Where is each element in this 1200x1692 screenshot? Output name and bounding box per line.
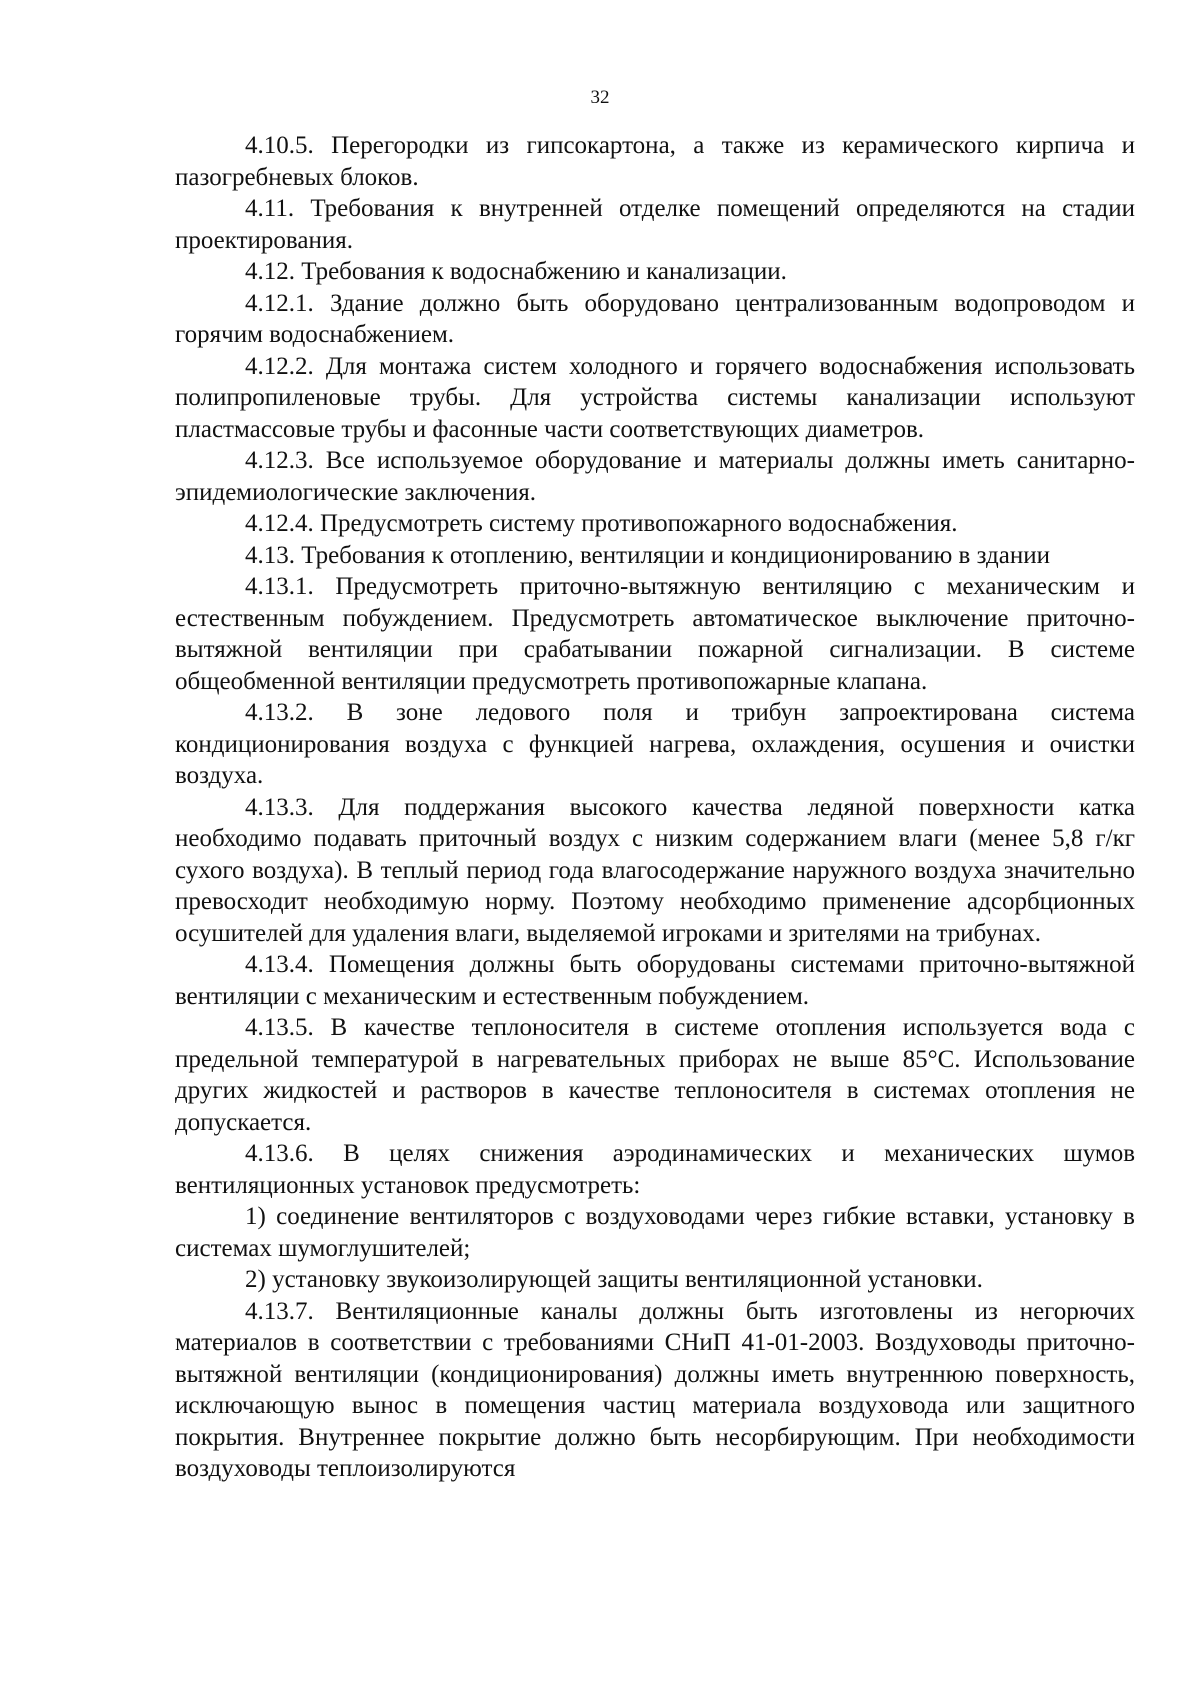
paragraph-4-13-2: 4.13.2. В зоне ледового поля и трибун запроектирована система кондиционирования воздуха с функцией нагрева, охлаждения, осушения и очистки воздуха. <box>175 699 1135 789</box>
paragraph-4-13: 4.13. Требования к отоплению, вентиляции и кондиционированию в здании <box>245 541 1050 569</box>
paragraph-4-12-4: 4.12.4. Предусмотреть систему противопожарного водоснабжения. <box>245 510 958 537</box>
paragraph-4-13-3: 4.13.3. Для поддержания высокого качества ледяной поверхности катка необходимо подавать приточный воздух с низким содержанием влаги (менее 5,8 г/кг сухого воздуха). В теплый период года влагосодержание наружного воздуха значительно превосходит необходимую норму. Поэтому необходимо применение адсорбционных осушителей для удаления влаги, выделяемой игроками и зрителями на трибунах. <box>175 793 1135 947</box>
document-body <box>175 130 1135 1485</box>
paragraph-4-13-4: 4.13.4. Помещения должны быть оборудованы системами приточно-вытяжной вентиляции с механическим и естественным побуждением. <box>175 951 1135 1010</box>
page-number: 32 <box>590 87 610 108</box>
paragraph-4-12-1: 4.12.1. Здание должно быть оборудовано централизованным водопроводом и горячим водоснабжением. <box>175 289 1135 348</box>
paragraph-4-11: 4.11. Требования к внутренней отделке помещений определяются на стадии проектирования. <box>175 195 1135 254</box>
paragraph-4-13-7: 4.13.7. Вентиляционные каналы должны быть изготовлены из негорючих материалов в соответствии с требованиями СНиП 41-01-2003. Воздуховоды приточно-вытяжной вентиляции (кондиционирования) должны иметь внутреннюю поверхность, исключающую вынос в помещения частиц материала воздуховода или защитного покрытия. Внутреннее покрытие должно быть несорбирующим. При необходимости воздуховоды теплоизолируются <box>175 1297 1135 1482</box>
paragraph-4-12-2: 4.12.2. Для монтажа систем холодного и горячего водоснабжения использовать полипропиленовые трубы. Для устройства системы канализации используют пластмассовые трубы и фасонные части соответствующих диаметров. <box>175 352 1135 443</box>
paragraph-4-10-5: 4.10.5. Перегородки из гипсокартона, а также из керамического кирпича и пазогребневых блоков. <box>175 132 1135 191</box>
list-item-2: 2) установку звукоизолирующей защиты вентиляционной установки. <box>245 1266 983 1293</box>
paragraph-4-13-6: 4.13.6. В целях снижения аэродинамических и механических шумов вентиляционных установок предусмотреть: <box>175 1140 1135 1199</box>
paragraph-4-13-1: 4.13.1. Предусмотреть приточно-вытяжную вентиляцию с механическим и естественным побуждением. Предусмотреть автоматическое выключение приточно-вытяжной вентиляции при срабатывании пожарной сигнализации. В системе общеобменной вентиляции предусмотреть противопожарные клапана. <box>175 573 1135 695</box>
paragraph-4-13-5: 4.13.5. В качестве теплоносителя в системе отопления используется вода с предельной температурой в нагревательных приборах не выше 85°С. Использование других жидкостей и растворов в качестве теплоносителя в системах отопления не допускается. <box>175 1014 1135 1136</box>
paragraph-4-12: 4.12. Требования к водоснабжению и канализации. <box>245 258 787 285</box>
paragraph-4-12-3: 4.12.3. Все используемое оборудование и материалы должны иметь санитарно- эпидемиологические заключения. <box>175 447 1135 506</box>
list-item-1: 1) соединение вентиляторов с воздуховодами через гибкие вставки, установку в системах шумоглушителей; <box>175 1203 1135 1262</box>
